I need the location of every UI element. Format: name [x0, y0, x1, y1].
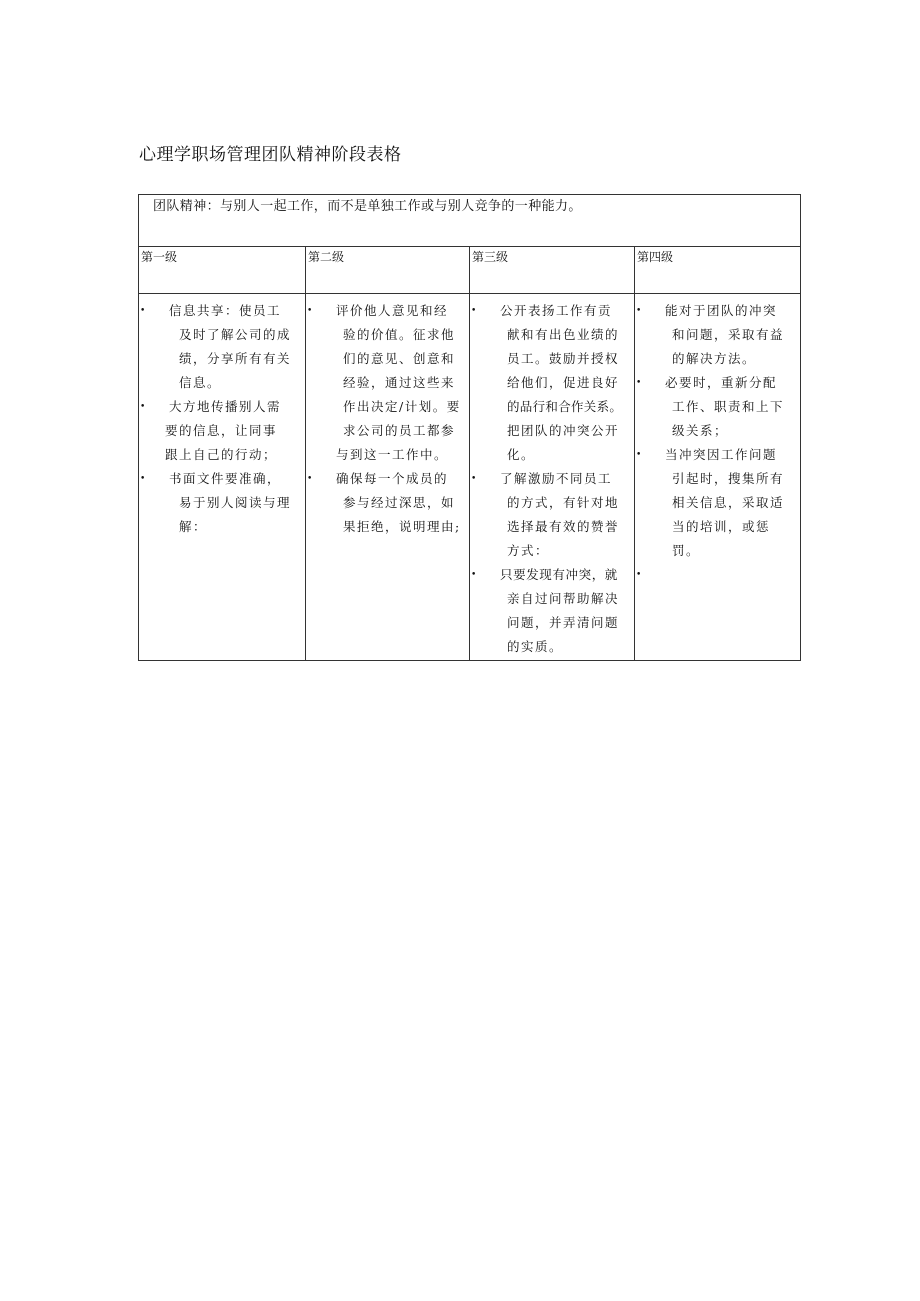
- bullet-icon: •: [307, 306, 314, 316]
- item-line: 的方式，有针对地: [507, 495, 620, 510]
- bullet-icon: •: [636, 306, 643, 316]
- level-3-item-1: [470, 299, 634, 467]
- item-line: 只要发现有冲突，就: [500, 567, 618, 582]
- level-4-items: [635, 294, 800, 580]
- bullet-icon: •: [471, 474, 478, 484]
- bullet-icon: •: [636, 450, 643, 460]
- item-line: 确保每一个成员的: [336, 471, 449, 486]
- item-line: 信息共享：使员工: [169, 303, 282, 318]
- level-1-item-2: [139, 395, 305, 467]
- level-3-item-2: [470, 467, 634, 563]
- item-line: 大方地传播别人需: [169, 399, 282, 414]
- item-line: 的实质。: [507, 639, 564, 654]
- item-line: 经验，通过这些来: [343, 375, 456, 390]
- item-line: 相关信息，采取适: [672, 495, 785, 510]
- level-2-items: [306, 294, 469, 539]
- bullet-icon: •: [140, 402, 147, 412]
- level-4-header: 第四级: [635, 247, 800, 294]
- level-2-column: [306, 247, 470, 660]
- item-line: 的解决方法。: [672, 351, 757, 366]
- item-line: 当冲突因工作问题: [665, 447, 778, 462]
- item-line: 罚。: [672, 543, 701, 558]
- item-line: 必要时，重新分配: [665, 375, 778, 390]
- bullet-icon: •: [307, 474, 314, 484]
- item-line: 把团队的冲突公开: [507, 423, 620, 438]
- bullet-icon: •: [471, 570, 478, 580]
- level-3-items: [470, 294, 634, 659]
- level-4-item-3: [635, 443, 800, 563]
- item-line: 与到这一工作中。: [336, 447, 449, 462]
- item-line: 公开表扬工作有贡: [500, 303, 613, 318]
- item-line: 给他们，促进良好: [507, 375, 620, 390]
- bullet-icon: •: [140, 474, 147, 484]
- item-line: 易于别人阅读与理: [179, 495, 292, 510]
- item-line: 亲自过问帮助解决: [507, 591, 620, 606]
- bullet-icon: •: [636, 570, 643, 580]
- item-line: 书面文件要准确，: [169, 471, 282, 486]
- level-4-column: [635, 247, 800, 660]
- item-line: 化。: [507, 447, 536, 462]
- item-line: 果拒绝，说明理由;: [343, 519, 461, 534]
- level-1-item-1: [139, 299, 305, 395]
- level-1-item-3: [139, 467, 305, 539]
- item-line: 当的培训，或惩: [672, 519, 771, 534]
- level-1-column: [139, 247, 306, 660]
- item-line: 能对于团队的冲突: [665, 303, 778, 318]
- item-line: 了解激励不同员工: [500, 471, 613, 486]
- item-line: 和问题，采取有益: [672, 327, 785, 342]
- item-line: 引起时，搜集所有: [672, 471, 785, 486]
- page-title: 心理学职场管理团队精神阶段表格: [139, 145, 402, 165]
- level-4-item-2: [635, 371, 800, 443]
- level-3-column: [470, 247, 635, 660]
- item-line: 选择最有效的赞誉: [507, 519, 620, 534]
- item-line: 的品行和合作关系。: [507, 399, 623, 414]
- item-line: 问题，并弄清问题: [507, 615, 620, 630]
- level-2-item-2: [306, 467, 469, 539]
- item-line: 献和有出色业绩的: [507, 327, 620, 342]
- level-3-item-3: [470, 563, 634, 659]
- item-line: 及时了解公司的成: [179, 327, 292, 342]
- team-spirit-table: [138, 194, 801, 661]
- level-2-header: 第二级: [306, 247, 469, 294]
- item-line: 解：: [179, 519, 208, 534]
- level-1-items: [139, 294, 305, 539]
- item-line: 工作、职责和上下: [672, 399, 785, 414]
- item-line: 信息。: [179, 375, 222, 390]
- bullet-icon: •: [636, 378, 643, 388]
- item-line: 们的意见、创意和: [343, 351, 456, 366]
- bullet-icon: •: [140, 306, 147, 316]
- item-line: 跟上自己的行动；: [165, 447, 278, 462]
- level-1-header: 第一级: [139, 247, 305, 294]
- level-3-header: 第三级: [470, 247, 634, 294]
- item-line: 验的价值。征求他: [343, 327, 456, 342]
- team-spirit-definition: 团队精神：与别人一起工作，而不是单独工作或与别人竞争的一种能力。: [139, 195, 800, 247]
- item-line: 求公司的员工都参: [343, 423, 456, 438]
- item-line: 员工。鼓励并授权: [507, 351, 620, 366]
- item-line: 作出决定/计划。要: [343, 399, 461, 414]
- level-2-item-1: [306, 299, 469, 467]
- item-line: 绩，分享所有有关: [179, 351, 292, 366]
- level-4-item-1: [635, 299, 800, 371]
- item-line: 方式：: [507, 543, 550, 558]
- item-line: 评价他人意见和经: [336, 303, 449, 318]
- item-line: 参与经过深思，如: [343, 495, 456, 510]
- item-line: 要的信息，让同事: [165, 423, 278, 438]
- bullet-icon: •: [471, 306, 478, 316]
- item-line: 级关系；: [672, 423, 729, 438]
